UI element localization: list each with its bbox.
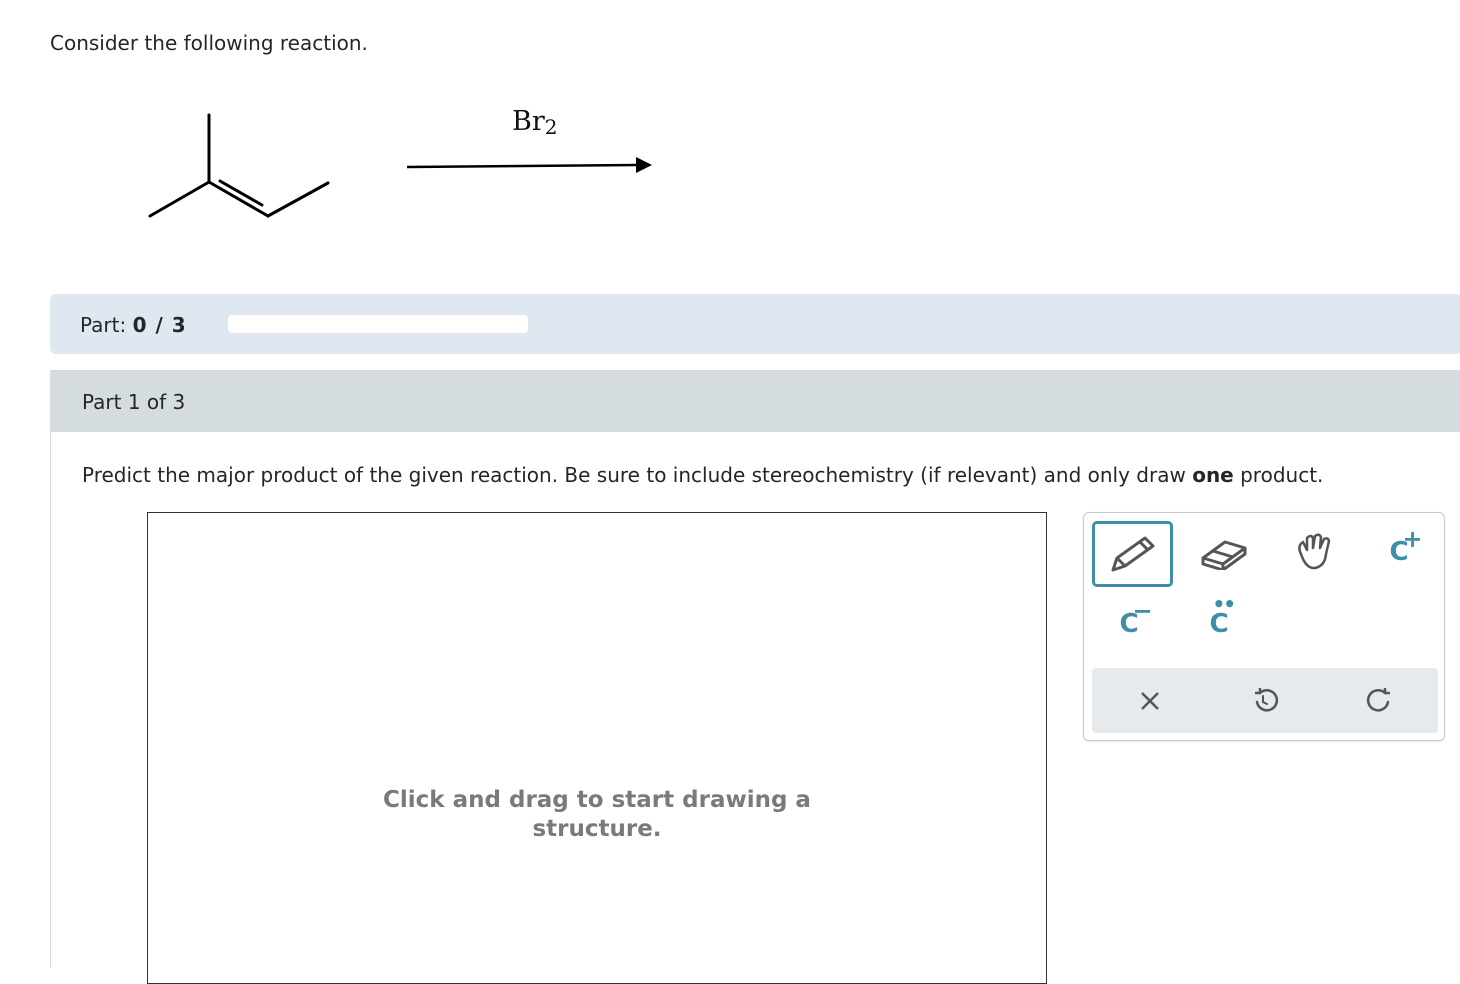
toolbox-actions xyxy=(1092,668,1438,733)
hand-icon xyxy=(1293,532,1337,572)
eraser-tool[interactable] xyxy=(1185,521,1263,583)
hand-tool[interactable] xyxy=(1276,521,1354,583)
redo-button[interactable] xyxy=(1350,676,1410,726)
carbanion-icon: C − xyxy=(1119,597,1153,639)
part-title: Part 1 of 3 xyxy=(82,390,186,414)
reaction-arrow xyxy=(407,157,652,173)
progress-value: 0 / 3 xyxy=(132,313,187,337)
canvas-hint: Click and drag to start drawing a structure. xyxy=(383,787,811,842)
carbocation-tool[interactable] xyxy=(1360,521,1438,583)
double-bond-outer xyxy=(209,182,268,216)
progress-label: Part: 0 / 3 xyxy=(80,313,187,337)
reaction-scheme xyxy=(0,90,720,240)
intro-text: Consider the following reaction. xyxy=(50,31,368,55)
reagent-label: $Br_2$ xyxy=(512,106,558,139)
undo-icon xyxy=(1251,687,1279,715)
redo-icon xyxy=(1366,687,1394,715)
clear-icon xyxy=(1138,689,1162,713)
progress-bar xyxy=(50,294,1460,354)
bond-ethyl-end xyxy=(268,183,328,216)
carbanion-tool[interactable] xyxy=(1090,593,1168,655)
lone-pair-icon: •• C xyxy=(1209,592,1235,639)
carbocation-icon: C + xyxy=(1389,525,1423,567)
progress-track xyxy=(228,315,528,333)
part-header xyxy=(51,370,1460,432)
undo-button[interactable] xyxy=(1235,676,1295,726)
drawing-canvas[interactable] xyxy=(147,512,1047,984)
pencil-tool[interactable] xyxy=(1092,521,1173,587)
pencil-icon xyxy=(1105,532,1161,576)
drawing-toolbox xyxy=(1083,512,1445,741)
lone-pair-tool[interactable] xyxy=(1180,593,1258,655)
bond-methyl-left xyxy=(150,182,209,216)
clear-button[interactable] xyxy=(1120,676,1180,726)
question-text: Predict the major product of the given reaction. Be sure to include stereochemistry (if relevant) and only draw one product. xyxy=(82,463,1324,487)
eraser-icon xyxy=(1199,534,1249,570)
reactant-structure xyxy=(150,115,328,216)
part-panel xyxy=(50,370,1460,968)
